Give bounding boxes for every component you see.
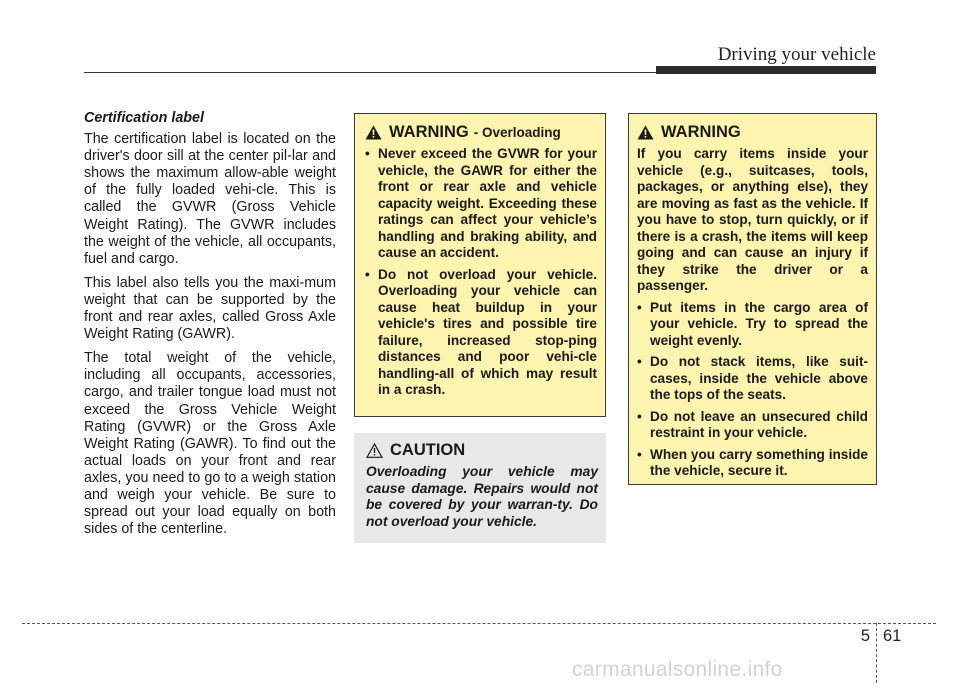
subheading: Certification label [84, 110, 204, 126]
warning-overloading-box [354, 113, 606, 417]
watermark: carmanualsonline.info [572, 658, 783, 681]
paragraph: The certification label is located on the driver's door sill at the center pil-lar and shows the maximum allow-able weight of the fully loaded vehi-cle. This is called the GVWR (Gross Vehicle Weight Rating). The GVWR includes the weight of the vehicle, all occupants, fuel and cargo. [84, 131, 336, 267]
header-rule-thick [656, 66, 876, 74]
caution-label: CAUTION [390, 441, 466, 459]
chapter-number: 5 [860, 627, 870, 645]
page-number: 61 [883, 627, 902, 645]
list-item: • Do not overload your vehicle. Overloading your vehicle can cause heat buildup in your vehicle's tires and possible tire failure, increased stop-ping distances and poor vehi-cle handling-all of which may result in a crash. [365, 267, 597, 399]
certification-label-section [84, 110, 336, 545]
list-item: • When you carry something inside the vehicle, secure it. [637, 447, 868, 480]
warning-title [365, 123, 597, 142]
warning-title [637, 123, 868, 142]
warning-list [365, 146, 597, 399]
warning-list [637, 300, 868, 480]
list-item: • Put items in the cargo area of your vehicle. Try to spread the weight evenly. [637, 300, 868, 350]
warning-label: WARNING [661, 123, 741, 141]
warning-triangle-icon [365, 125, 382, 140]
list-item: • Never exceed the GVWR for your vehicle, the GAWR for either the front or rear axle and vehicle capacity weight. Exceeding these ratings can affect your vehicle’s handling and braking ability, and cause an accident. [365, 146, 597, 262]
list-item: • Do not leave an unsecured child restraint in your vehicle. [637, 409, 868, 442]
warning-triangle-icon [637, 125, 654, 140]
caution-box [354, 433, 606, 543]
warning-cargo-box [628, 113, 877, 485]
warning-subtitle: - Overloading [473, 125, 561, 140]
paragraph: This label also tells you the maxi-mum weight that can be supported by the front and rear axles, called Gross Axle Weight Rating (GAWR). [84, 274, 336, 343]
warning-intro: If you carry items inside your vehicle (e.g., suitcases, tools, packages, or anything else), they are moving as fast as the vehicle. If you have to stop, turn quickly, or if there is a crash, the items will keep going and can cause an injury if they strike the driver or a passenger. [637, 146, 868, 293]
footer-divider [22, 623, 936, 624]
list-item: • Do not stack items, like suit-cases, inside the vehicle above the tops of the seats. [637, 354, 868, 404]
caution-title [366, 441, 598, 460]
warning-label: WARNING [389, 123, 469, 141]
footer-divider-vertical [876, 623, 877, 683]
caution-body: Overloading your vehicle may cause damage. Repairs would not be covered by your warran-ty. Do not overload your vehicle. [366, 464, 598, 529]
section-title: Driving your vehicle [717, 44, 876, 65]
caution-triangle-icon [366, 443, 383, 458]
header-rule [84, 72, 656, 73]
paragraph: The total weight of the vehicle, including all occupants, accessories, cargo, and trailer tongue load must not exceed the Gross Vehicle Weight Rating (GVWR) or the Gross Axle Weight Rating (GAWR). To find out the actual loads on your front and rear axles, you need to go to a weigh station and weigh your vehicle. Be sure to spread out your load equally on both sides of the centerline. [84, 350, 336, 538]
